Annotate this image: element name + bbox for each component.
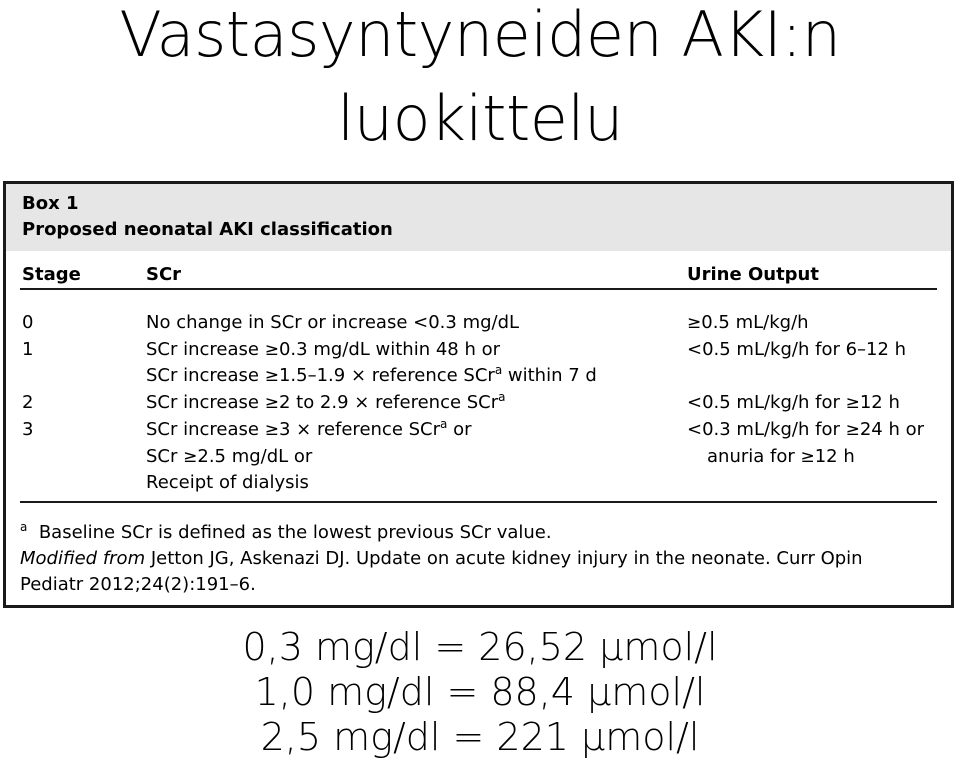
greater-equal-symbol: ≥: [687, 313, 702, 333]
greater-equal-symbol: ≥: [264, 420, 279, 440]
column-header-stage: Stage: [22, 264, 81, 285]
footer-rule: [20, 501, 937, 503]
conversion-line-2: 1,0 mg/dl = 88,4 μmol/l: [254, 670, 706, 714]
row-1-stage: 1: [22, 339, 34, 360]
greater-equal-symbol: ≥: [800, 447, 815, 467]
footnote-marker: a: [20, 520, 28, 534]
slide-title-line-1: Vastasyntyneiden AKI:n: [119, 0, 841, 71]
footnote-marker: a: [440, 417, 448, 431]
row-3-urine: <0.3 mL/kg/h for ≥24 h or: [687, 419, 924, 440]
row-3b-urine: anuria for ≥12 h: [707, 446, 855, 467]
greater-equal-symbol: ≥: [845, 393, 860, 413]
slide-title-line-2: luokittelu: [337, 82, 623, 155]
row-1b-scr: SCr increase ≥1.5–1.9 × reference SCr$^a$ within 7 d: [146, 363, 597, 386]
source-citation-line-1: Modified from Jetton JG, Askenazi DJ. Update on acute kidney injury in the neonate. Curr Opin: [20, 548, 863, 569]
row-2-urine: <0.5 mL/kg/h for ≥12 h: [687, 392, 900, 413]
row-3-stage: 3: [22, 419, 34, 440]
column-header-urine-output: Urine Output: [687, 264, 819, 285]
footnote-marker: a: [494, 363, 503, 377]
row-1-scr: SCr increase ≥0.3 mg/dL within 48 h or: [146, 339, 501, 360]
greater-equal-symbol: ≥: [264, 366, 279, 386]
row-3b-scr: SCr ≥2.5 mg/dL or: [146, 446, 313, 467]
source-citation-line-2: Pediatr 2012;24(2):191–6.: [20, 574, 256, 595]
footnote: $^a$ Baseline SCr is defined as the lowest previous SCr value.: [20, 520, 552, 543]
greater-equal-symbol: ≥: [264, 393, 279, 413]
greater-equal-symbol: ≥: [183, 447, 198, 467]
box-header: [6, 184, 951, 251]
row-0-stage: 0: [22, 312, 34, 333]
greater-equal-symbol: ≥: [845, 420, 860, 440]
row-2-scr: SCr increase ≥2 to 2.9 × reference SCr$^a$: [146, 390, 506, 413]
box-caption: Proposed neonatal AKI classification: [22, 219, 393, 240]
row-0-urine: ≥0.5 mL/kg/h: [687, 312, 809, 333]
box-label: Box 1: [22, 193, 79, 214]
row-0-scr: No change in SCr or increase <0.3 mg/dL: [146, 312, 520, 333]
row-2-stage: 2: [22, 392, 34, 413]
footnote-marker: a: [498, 390, 506, 404]
classification-box: [3, 181, 954, 608]
greater-equal-symbol: ≥: [264, 340, 279, 360]
header-rule: [20, 288, 937, 290]
row-3-scr: SCr increase ≥3 × reference SCr$^a$ or: [146, 417, 472, 440]
column-header-scr: SCr: [146, 264, 182, 285]
row-1-urine: <0.5 mL/kg/h for 6–12 h: [687, 339, 907, 360]
conversion-line-3: 2,5 mg/dl = 221 μmol/l: [260, 715, 700, 759]
conversion-line-1: 0,3 mg/dl = 26,52 μmol/l: [242, 625, 718, 669]
row-3c-scr: Receipt of dialysis: [146, 472, 309, 493]
